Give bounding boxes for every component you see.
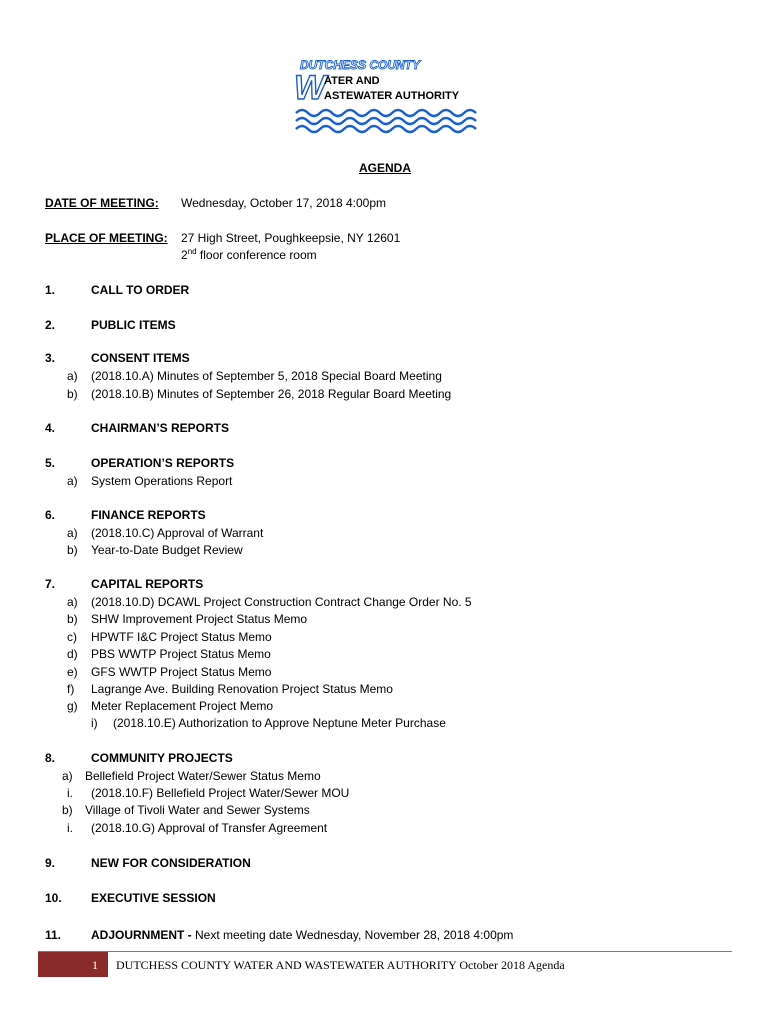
item-8-number: 8.	[45, 751, 56, 765]
date-label: DATE OF MEETING:	[45, 196, 159, 210]
item-8ai-marker: i.	[67, 786, 73, 800]
item-7gi-text: (2018.10.E) Authorization to Approve Neptune Meter Purchase	[113, 716, 446, 730]
logo-line1: DUTCHESS COUNTY	[300, 58, 421, 72]
item-2-title: PUBLIC ITEMS	[91, 318, 176, 332]
item-7g-marker: g)	[67, 699, 78, 713]
item-10-title: EXECUTIVE SESSION	[91, 891, 216, 905]
item-5a-marker: a)	[67, 474, 78, 488]
logo-waves-icon	[296, 110, 476, 132]
item-6a-text: (2018.10.C) Approval of Warrant	[91, 526, 264, 540]
item-7c-text: HPWTF I&C Project Status Memo	[91, 630, 272, 644]
page-title: AGENDA	[358, 161, 411, 175]
item-3-title: CONSENT ITEMS	[91, 351, 190, 365]
item-3b-marker: b)	[67, 387, 78, 401]
room-value: 2nd floor conference room	[181, 247, 317, 262]
item-8b-marker: b)	[62, 803, 73, 817]
item-1-number: 1.	[45, 283, 56, 297]
item-6-number: 6.	[45, 508, 56, 522]
authority-logo	[292, 55, 482, 137]
item-7a-marker: a)	[67, 595, 78, 609]
item-11-title: ADJOURNMENT -	[91, 928, 192, 942]
item-3a-marker: a)	[67, 369, 78, 383]
item-7f-text: Lagrange Ave. Building Renovation Project Status Memo	[91, 682, 393, 696]
item-8a-marker: a)	[62, 769, 73, 783]
logo-line3: ASTEWATER AUTHORITY	[324, 90, 460, 102]
item-7e-marker: e)	[67, 665, 78, 679]
date-value: Wednesday, October 17, 2018 4:00pm	[181, 196, 387, 210]
item-8ai-text: (2018.10.F) Bellefield Project Water/Sewer MOU	[91, 786, 350, 800]
item-4-number: 4.	[45, 421, 56, 435]
item-7-title: CAPITAL REPORTS	[91, 577, 204, 591]
item-3a-text: (2018.10.A) Minutes of September 5, 2018 Special Board Meeting	[91, 369, 442, 383]
item-7d-marker: d)	[67, 647, 78, 661]
item-7a-text: (2018.10.D) DCAWL Project Construction Contract Change Order No. 5	[91, 595, 472, 609]
item-5a-text: System Operations Report	[91, 474, 233, 488]
logo-line2: ATER AND	[324, 75, 380, 87]
logo-big-letter: W	[294, 69, 327, 107]
item-6b-text: Year-to-Date Budget Review	[91, 543, 243, 557]
item-7b-text: SHW Improvement Project Status Memo	[91, 612, 308, 626]
footer-divider	[38, 951, 732, 952]
item-9-number: 9.	[45, 856, 56, 870]
item-1-title: CALL TO ORDER	[91, 283, 190, 297]
item-4-title: CHAIRMAN’S REPORTS	[91, 421, 230, 435]
item-11-number: 11.	[45, 928, 62, 942]
item-11-rest: Next meeting date Wednesday, November 28, 2018 4:00pm	[191, 928, 514, 942]
item-3b-text: (2018.10.B) Minutes of September 26, 2018 Regular Board Meeting	[91, 387, 452, 401]
place-value: 27 High Street, Poughkeepsie, NY 12601	[181, 231, 401, 245]
item-7-number: 7.	[45, 577, 56, 591]
item-7f-marker: f)	[67, 682, 75, 696]
item-8bi-text: (2018.10.G) Approval of Transfer Agreement	[91, 821, 328, 835]
item-7c-marker: c)	[67, 630, 77, 644]
item-7d-text: PBS WWTP Project Status Memo	[91, 647, 271, 661]
item-8-title: COMMUNITY PROJECTS	[91, 751, 233, 765]
item-7g-text: Meter Replacement Project Memo	[91, 699, 274, 713]
item-6b-marker: b)	[67, 543, 78, 557]
item-8a-text: Bellefield Project Water/Sewer Status Memo	[85, 769, 321, 783]
item-7e-text: GFS WWTP Project Status Memo	[91, 665, 272, 679]
item-8bi-marker: i.	[67, 821, 73, 835]
item-7gi-marker: i)	[91, 716, 98, 730]
item-10-number: 10.	[45, 891, 62, 905]
item-6a-marker: a)	[67, 526, 78, 540]
item-8b-text: Village of Tivoli Water and Sewer Systems	[85, 803, 310, 817]
item-6-title: FINANCE REPORTS	[91, 508, 206, 522]
item-7b-marker: b)	[67, 612, 78, 626]
footer-text: DUTCHESS COUNTY WATER AND WASTEWATER AUTHORITY October 2018 Agenda	[116, 958, 565, 972]
item-3-number: 3.	[45, 351, 56, 365]
item-11-line	[91, 928, 513, 942]
item-5-number: 5.	[45, 456, 56, 470]
item-2-number: 2.	[45, 318, 56, 332]
place-label: PLACE OF MEETING:	[45, 231, 168, 245]
footer-page-number: 1	[92, 958, 98, 972]
item-9-title: NEW FOR CONSIDERATION	[91, 856, 251, 870]
item-5-title: OPERATION’S REPORTS	[91, 456, 235, 470]
